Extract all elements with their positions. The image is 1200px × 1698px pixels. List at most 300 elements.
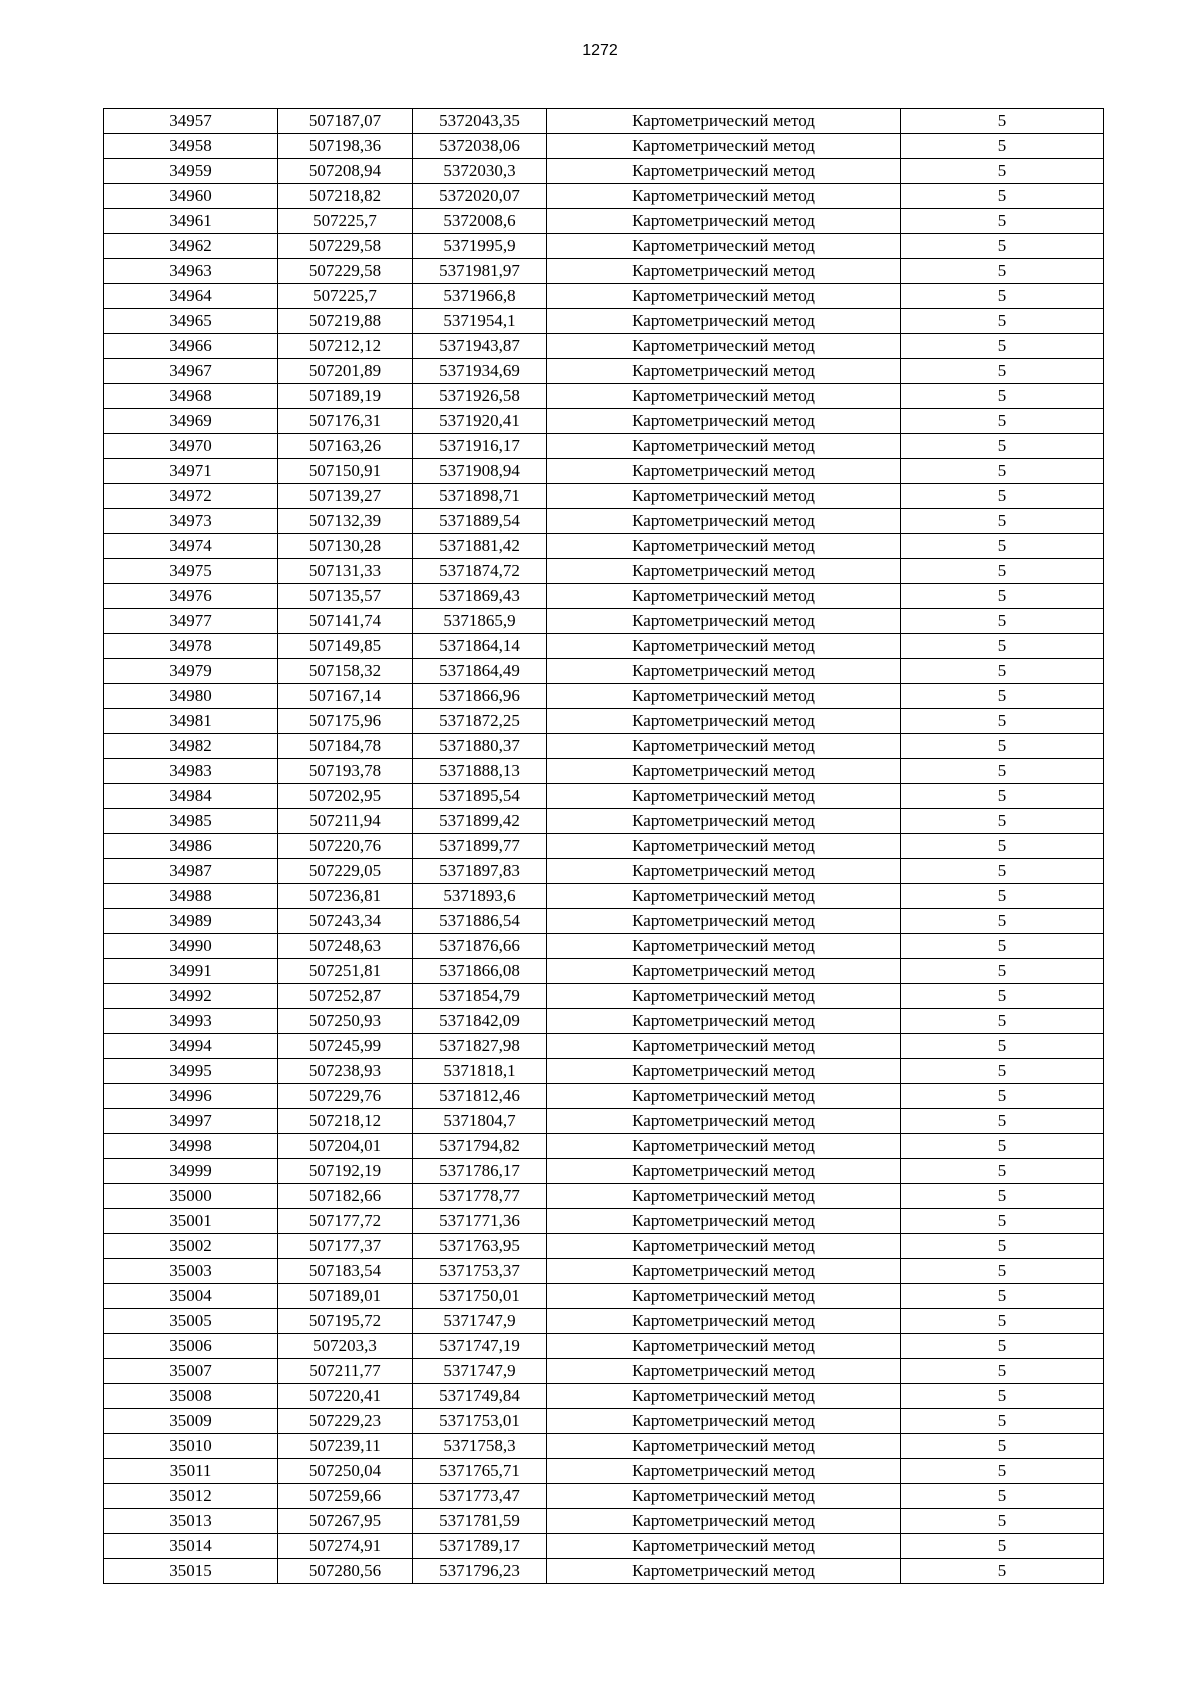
y-coordinate-cell: 5371794,82 [413, 1134, 547, 1159]
accuracy-cell: 5 [901, 1309, 1104, 1334]
point-number-cell: 34978 [104, 634, 278, 659]
table-row [104, 1434, 1104, 1459]
x-coordinate-cell: 507229,76 [278, 1084, 413, 1109]
y-coordinate-cell: 5371866,96 [413, 684, 547, 709]
method-cell: Картометрический метод [547, 1034, 901, 1059]
method-cell: Картометрический метод [547, 1359, 901, 1384]
point-number-cell: 35011 [104, 1459, 278, 1484]
table-row [104, 684, 1104, 709]
y-coordinate-cell: 5371753,01 [413, 1409, 547, 1434]
accuracy-cell: 5 [901, 259, 1104, 284]
x-coordinate-cell: 507177,72 [278, 1209, 413, 1234]
point-number-cell: 35015 [104, 1559, 278, 1584]
point-number-cell: 34969 [104, 409, 278, 434]
accuracy-cell: 5 [901, 1434, 1104, 1459]
accuracy-cell: 5 [901, 134, 1104, 159]
point-number-cell: 34957 [104, 109, 278, 134]
accuracy-cell: 5 [901, 1059, 1104, 1084]
method-cell: Картометрический метод [547, 759, 901, 784]
method-cell: Картометрический метод [547, 1534, 901, 1559]
y-coordinate-cell: 5372030,3 [413, 159, 547, 184]
x-coordinate-cell: 507243,34 [278, 909, 413, 934]
point-number-cell: 34967 [104, 359, 278, 384]
x-coordinate-cell: 507211,77 [278, 1359, 413, 1384]
accuracy-cell: 5 [901, 1334, 1104, 1359]
table-row [104, 1109, 1104, 1134]
accuracy-cell: 5 [901, 1034, 1104, 1059]
method-cell: Картометрический метод [547, 209, 901, 234]
table-row [104, 359, 1104, 384]
point-number-cell: 35009 [104, 1409, 278, 1434]
accuracy-cell: 5 [901, 384, 1104, 409]
point-number-cell: 34971 [104, 459, 278, 484]
table-row [104, 1259, 1104, 1284]
x-coordinate-cell: 507229,58 [278, 259, 413, 284]
x-coordinate-cell: 507208,94 [278, 159, 413, 184]
accuracy-cell: 5 [901, 734, 1104, 759]
y-coordinate-cell: 5371876,66 [413, 934, 547, 959]
method-cell: Картометрический метод [547, 134, 901, 159]
table-row [104, 609, 1104, 634]
method-cell: Картометрический метод [547, 734, 901, 759]
x-coordinate-cell: 507280,56 [278, 1559, 413, 1584]
method-cell: Картометрический метод [547, 609, 901, 634]
accuracy-cell: 5 [901, 1559, 1104, 1584]
point-number-cell: 34996 [104, 1084, 278, 1109]
method-cell: Картометрический метод [547, 709, 901, 734]
point-number-cell: 34973 [104, 509, 278, 534]
point-number-cell: 34976 [104, 584, 278, 609]
point-number-cell: 34982 [104, 734, 278, 759]
y-coordinate-cell: 5371966,8 [413, 284, 547, 309]
method-cell: Картометрический метод [547, 1234, 901, 1259]
method-cell: Картометрический метод [547, 309, 901, 334]
point-number-cell: 34959 [104, 159, 278, 184]
x-coordinate-cell: 507131,33 [278, 559, 413, 584]
point-number-cell: 34984 [104, 784, 278, 809]
x-coordinate-cell: 507176,31 [278, 409, 413, 434]
x-coordinate-cell: 507202,95 [278, 784, 413, 809]
table-row [104, 934, 1104, 959]
point-number-cell: 34986 [104, 834, 278, 859]
y-coordinate-cell: 5371895,54 [413, 784, 547, 809]
point-number-cell: 34997 [104, 1109, 278, 1134]
accuracy-cell: 5 [901, 709, 1104, 734]
y-coordinate-cell: 5371981,97 [413, 259, 547, 284]
point-number-cell: 34970 [104, 434, 278, 459]
table-row [104, 284, 1104, 309]
accuracy-cell: 5 [901, 534, 1104, 559]
point-number-cell: 35012 [104, 1484, 278, 1509]
method-cell: Картометрический метод [547, 859, 901, 884]
accuracy-cell: 5 [901, 684, 1104, 709]
point-number-cell: 34968 [104, 384, 278, 409]
y-coordinate-cell: 5371747,9 [413, 1309, 547, 1334]
x-coordinate-cell: 507141,74 [278, 609, 413, 634]
x-coordinate-cell: 507259,66 [278, 1484, 413, 1509]
y-coordinate-cell: 5371897,83 [413, 859, 547, 884]
accuracy-cell: 5 [901, 1459, 1104, 1484]
method-cell: Картометрический метод [547, 909, 901, 934]
table-row [104, 1409, 1104, 1434]
table-row [104, 1209, 1104, 1234]
accuracy-cell: 5 [901, 1234, 1104, 1259]
y-coordinate-cell: 5371864,14 [413, 634, 547, 659]
point-number-cell: 35000 [104, 1184, 278, 1209]
point-number-cell: 34961 [104, 209, 278, 234]
x-coordinate-cell: 507182,66 [278, 1184, 413, 1209]
x-coordinate-cell: 507135,57 [278, 584, 413, 609]
table-row [104, 1034, 1104, 1059]
method-cell: Картометрический метод [547, 1209, 901, 1234]
point-number-cell: 34998 [104, 1134, 278, 1159]
x-coordinate-cell: 507219,88 [278, 309, 413, 334]
y-coordinate-cell: 5371908,94 [413, 459, 547, 484]
x-coordinate-cell: 507245,99 [278, 1034, 413, 1059]
x-coordinate-cell: 507236,81 [278, 884, 413, 909]
x-coordinate-cell: 507130,28 [278, 534, 413, 559]
y-coordinate-cell: 5371753,37 [413, 1259, 547, 1284]
point-number-cell: 35003 [104, 1259, 278, 1284]
method-cell: Картометрический метод [547, 1484, 901, 1509]
table-row [104, 1059, 1104, 1084]
method-cell: Картометрический метод [547, 259, 901, 284]
method-cell: Картометрический метод [547, 984, 901, 1009]
coordinates-table [103, 108, 1104, 1584]
method-cell: Картометрический метод [547, 684, 901, 709]
table-row [104, 1559, 1104, 1584]
point-number-cell: 35002 [104, 1234, 278, 1259]
y-coordinate-cell: 5371995,9 [413, 234, 547, 259]
table-row [104, 334, 1104, 359]
table-row [104, 1459, 1104, 1484]
table-row [104, 459, 1104, 484]
accuracy-cell: 5 [901, 1209, 1104, 1234]
y-coordinate-cell: 5371750,01 [413, 1284, 547, 1309]
method-cell: Картометрический метод [547, 159, 901, 184]
table-row [104, 984, 1104, 1009]
y-coordinate-cell: 5372008,6 [413, 209, 547, 234]
y-coordinate-cell: 5371786,17 [413, 1159, 547, 1184]
y-coordinate-cell: 5371886,54 [413, 909, 547, 934]
accuracy-cell: 5 [901, 834, 1104, 859]
method-cell: Картометрический метод [547, 409, 901, 434]
accuracy-cell: 5 [901, 584, 1104, 609]
x-coordinate-cell: 507175,96 [278, 709, 413, 734]
x-coordinate-cell: 507139,27 [278, 484, 413, 509]
table-row [104, 409, 1104, 434]
x-coordinate-cell: 507193,78 [278, 759, 413, 784]
method-cell: Картометрический метод [547, 1059, 901, 1084]
accuracy-cell: 5 [901, 209, 1104, 234]
accuracy-cell: 5 [901, 1384, 1104, 1409]
point-number-cell: 34990 [104, 934, 278, 959]
x-coordinate-cell: 507218,12 [278, 1109, 413, 1134]
table-row [104, 859, 1104, 884]
table-row [104, 484, 1104, 509]
accuracy-cell: 5 [901, 784, 1104, 809]
y-coordinate-cell: 5371842,09 [413, 1009, 547, 1034]
y-coordinate-cell: 5371865,9 [413, 609, 547, 634]
table-row [104, 1309, 1104, 1334]
method-cell: Картометрический метод [547, 1284, 901, 1309]
accuracy-cell: 5 [901, 1184, 1104, 1209]
x-coordinate-cell: 507187,07 [278, 109, 413, 134]
table-row [104, 1359, 1104, 1384]
y-coordinate-cell: 5371881,42 [413, 534, 547, 559]
method-cell: Картометрический метод [547, 334, 901, 359]
x-coordinate-cell: 507189,01 [278, 1284, 413, 1309]
y-coordinate-cell: 5371920,41 [413, 409, 547, 434]
x-coordinate-cell: 507201,89 [278, 359, 413, 384]
table-row [104, 834, 1104, 859]
y-coordinate-cell: 5371893,6 [413, 884, 547, 909]
accuracy-cell: 5 [901, 1009, 1104, 1034]
method-cell: Картометрический метод [547, 109, 901, 134]
accuracy-cell: 5 [901, 1284, 1104, 1309]
x-coordinate-cell: 507250,04 [278, 1459, 413, 1484]
method-cell: Картометрический метод [547, 1509, 901, 1534]
method-cell: Картометрический метод [547, 1309, 901, 1334]
accuracy-cell: 5 [901, 659, 1104, 684]
x-coordinate-cell: 507274,91 [278, 1534, 413, 1559]
x-coordinate-cell: 507220,76 [278, 834, 413, 859]
method-cell: Картометрический метод [547, 284, 901, 309]
accuracy-cell: 5 [901, 1409, 1104, 1434]
table-row [104, 209, 1104, 234]
x-coordinate-cell: 507177,37 [278, 1234, 413, 1259]
table-row [104, 909, 1104, 934]
method-cell: Картометрический метод [547, 959, 901, 984]
accuracy-cell: 5 [901, 509, 1104, 534]
point-number-cell: 34975 [104, 559, 278, 584]
table-row [104, 784, 1104, 809]
method-cell: Картометрический метод [547, 1559, 901, 1584]
table-row [104, 1334, 1104, 1359]
table-row [104, 1084, 1104, 1109]
x-coordinate-cell: 507212,12 [278, 334, 413, 359]
point-number-cell: 34988 [104, 884, 278, 909]
accuracy-cell: 5 [901, 1359, 1104, 1384]
method-cell: Картометрический метод [547, 634, 901, 659]
y-coordinate-cell: 5371773,47 [413, 1484, 547, 1509]
point-number-cell: 34966 [104, 334, 278, 359]
accuracy-cell: 5 [901, 559, 1104, 584]
point-number-cell: 35014 [104, 1534, 278, 1559]
table-row [104, 109, 1104, 134]
accuracy-cell: 5 [901, 234, 1104, 259]
accuracy-cell: 5 [901, 909, 1104, 934]
x-coordinate-cell: 507189,19 [278, 384, 413, 409]
point-number-cell: 34980 [104, 684, 278, 709]
accuracy-cell: 5 [901, 634, 1104, 659]
method-cell: Картометрический метод [547, 359, 901, 384]
point-number-cell: 34960 [104, 184, 278, 209]
point-number-cell: 34992 [104, 984, 278, 1009]
y-coordinate-cell: 5372043,35 [413, 109, 547, 134]
x-coordinate-cell: 507225,7 [278, 284, 413, 309]
table-row [104, 1534, 1104, 1559]
point-number-cell: 34987 [104, 859, 278, 884]
point-number-cell: 34981 [104, 709, 278, 734]
method-cell: Картометрический метод [547, 1384, 901, 1409]
method-cell: Картометрический метод [547, 1009, 901, 1034]
table-row [104, 959, 1104, 984]
accuracy-cell: 5 [901, 1084, 1104, 1109]
point-number-cell: 34991 [104, 959, 278, 984]
y-coordinate-cell: 5371818,1 [413, 1059, 547, 1084]
table-row [104, 634, 1104, 659]
x-coordinate-cell: 507218,82 [278, 184, 413, 209]
x-coordinate-cell: 507239,11 [278, 1434, 413, 1459]
accuracy-cell: 5 [901, 284, 1104, 309]
y-coordinate-cell: 5371789,17 [413, 1534, 547, 1559]
table-row [104, 584, 1104, 609]
method-cell: Картометрический метод [547, 584, 901, 609]
y-coordinate-cell: 5371898,71 [413, 484, 547, 509]
point-number-cell: 34963 [104, 259, 278, 284]
table-row [104, 434, 1104, 459]
point-number-cell: 34974 [104, 534, 278, 559]
x-coordinate-cell: 507251,81 [278, 959, 413, 984]
x-coordinate-cell: 507267,95 [278, 1509, 413, 1534]
accuracy-cell: 5 [901, 984, 1104, 1009]
x-coordinate-cell: 507211,94 [278, 809, 413, 834]
y-coordinate-cell: 5371880,37 [413, 734, 547, 759]
method-cell: Картометрический метод [547, 1159, 901, 1184]
point-number-cell: 35007 [104, 1359, 278, 1384]
method-cell: Картометрический метод [547, 934, 901, 959]
point-number-cell: 34965 [104, 309, 278, 334]
y-coordinate-cell: 5371812,46 [413, 1084, 547, 1109]
accuracy-cell: 5 [901, 1134, 1104, 1159]
method-cell: Картометрический метод [547, 809, 901, 834]
y-coordinate-cell: 5371747,19 [413, 1334, 547, 1359]
accuracy-cell: 5 [901, 1259, 1104, 1284]
method-cell: Картометрический метод [547, 384, 901, 409]
method-cell: Картометрический метод [547, 1259, 901, 1284]
point-number-cell: 34962 [104, 234, 278, 259]
method-cell: Картометрический метод [547, 484, 901, 509]
point-number-cell: 34983 [104, 759, 278, 784]
x-coordinate-cell: 507167,14 [278, 684, 413, 709]
table-row [104, 1234, 1104, 1259]
table-row [104, 384, 1104, 409]
x-coordinate-cell: 507229,58 [278, 234, 413, 259]
method-cell: Картометрический метод [547, 234, 901, 259]
point-number-cell: 34985 [104, 809, 278, 834]
x-coordinate-cell: 507198,36 [278, 134, 413, 159]
x-coordinate-cell: 507204,01 [278, 1134, 413, 1159]
accuracy-cell: 5 [901, 759, 1104, 784]
table-row [104, 1184, 1104, 1209]
y-coordinate-cell: 5371778,77 [413, 1184, 547, 1209]
y-coordinate-cell: 5371866,08 [413, 959, 547, 984]
point-number-cell: 34972 [104, 484, 278, 509]
x-coordinate-cell: 507250,93 [278, 1009, 413, 1034]
accuracy-cell: 5 [901, 109, 1104, 134]
point-number-cell: 34977 [104, 609, 278, 634]
y-coordinate-cell: 5371926,58 [413, 384, 547, 409]
table-row [104, 659, 1104, 684]
accuracy-cell: 5 [901, 484, 1104, 509]
point-number-cell: 34999 [104, 1159, 278, 1184]
x-coordinate-cell: 507252,87 [278, 984, 413, 1009]
accuracy-cell: 5 [901, 859, 1104, 884]
accuracy-cell: 5 [901, 334, 1104, 359]
x-coordinate-cell: 507225,7 [278, 209, 413, 234]
accuracy-cell: 5 [901, 309, 1104, 334]
y-coordinate-cell: 5371954,1 [413, 309, 547, 334]
point-number-cell: 35013 [104, 1509, 278, 1534]
point-number-cell: 34964 [104, 284, 278, 309]
table-row [104, 159, 1104, 184]
accuracy-cell: 5 [901, 459, 1104, 484]
accuracy-cell: 5 [901, 184, 1104, 209]
y-coordinate-cell: 5371804,7 [413, 1109, 547, 1134]
table-row [104, 309, 1104, 334]
y-coordinate-cell: 5371888,13 [413, 759, 547, 784]
method-cell: Картометрический метод [547, 1409, 901, 1434]
point-number-cell: 34995 [104, 1059, 278, 1084]
y-coordinate-cell: 5371864,49 [413, 659, 547, 684]
point-number-cell: 35006 [104, 1334, 278, 1359]
point-number-cell: 35005 [104, 1309, 278, 1334]
accuracy-cell: 5 [901, 884, 1104, 909]
x-coordinate-cell: 507149,85 [278, 634, 413, 659]
accuracy-cell: 5 [901, 809, 1104, 834]
x-coordinate-cell: 507238,93 [278, 1059, 413, 1084]
y-coordinate-cell: 5371854,79 [413, 984, 547, 1009]
table-row [104, 759, 1104, 784]
y-coordinate-cell: 5371899,42 [413, 809, 547, 834]
accuracy-cell: 5 [901, 434, 1104, 459]
accuracy-cell: 5 [901, 609, 1104, 634]
method-cell: Картометрический метод [547, 1459, 901, 1484]
y-coordinate-cell: 5371747,9 [413, 1359, 547, 1384]
x-coordinate-cell: 507195,72 [278, 1309, 413, 1334]
point-number-cell: 35010 [104, 1434, 278, 1459]
y-coordinate-cell: 5371749,84 [413, 1384, 547, 1409]
method-cell: Картометрический метод [547, 1334, 901, 1359]
method-cell: Картометрический метод [547, 184, 901, 209]
method-cell: Картометрический метод [547, 459, 901, 484]
table-row [104, 559, 1104, 584]
y-coordinate-cell: 5371934,69 [413, 359, 547, 384]
method-cell: Картометрический метод [547, 784, 901, 809]
table-row [104, 1284, 1104, 1309]
table-row [104, 184, 1104, 209]
table-row [104, 1484, 1104, 1509]
y-coordinate-cell: 5371771,36 [413, 1209, 547, 1234]
method-cell: Картометрический метод [547, 534, 901, 559]
accuracy-cell: 5 [901, 359, 1104, 384]
x-coordinate-cell: 507248,63 [278, 934, 413, 959]
point-number-cell: 34993 [104, 1009, 278, 1034]
y-coordinate-cell: 5371796,23 [413, 1559, 547, 1584]
method-cell: Картометрический метод [547, 1434, 901, 1459]
y-coordinate-cell: 5371899,77 [413, 834, 547, 859]
x-coordinate-cell: 507229,05 [278, 859, 413, 884]
x-coordinate-cell: 507158,32 [278, 659, 413, 684]
y-coordinate-cell: 5371872,25 [413, 709, 547, 734]
y-coordinate-cell: 5371869,43 [413, 584, 547, 609]
y-coordinate-cell: 5371827,98 [413, 1034, 547, 1059]
table-row [104, 709, 1104, 734]
table-row [104, 809, 1104, 834]
point-number-cell: 34989 [104, 909, 278, 934]
table-row [104, 259, 1104, 284]
